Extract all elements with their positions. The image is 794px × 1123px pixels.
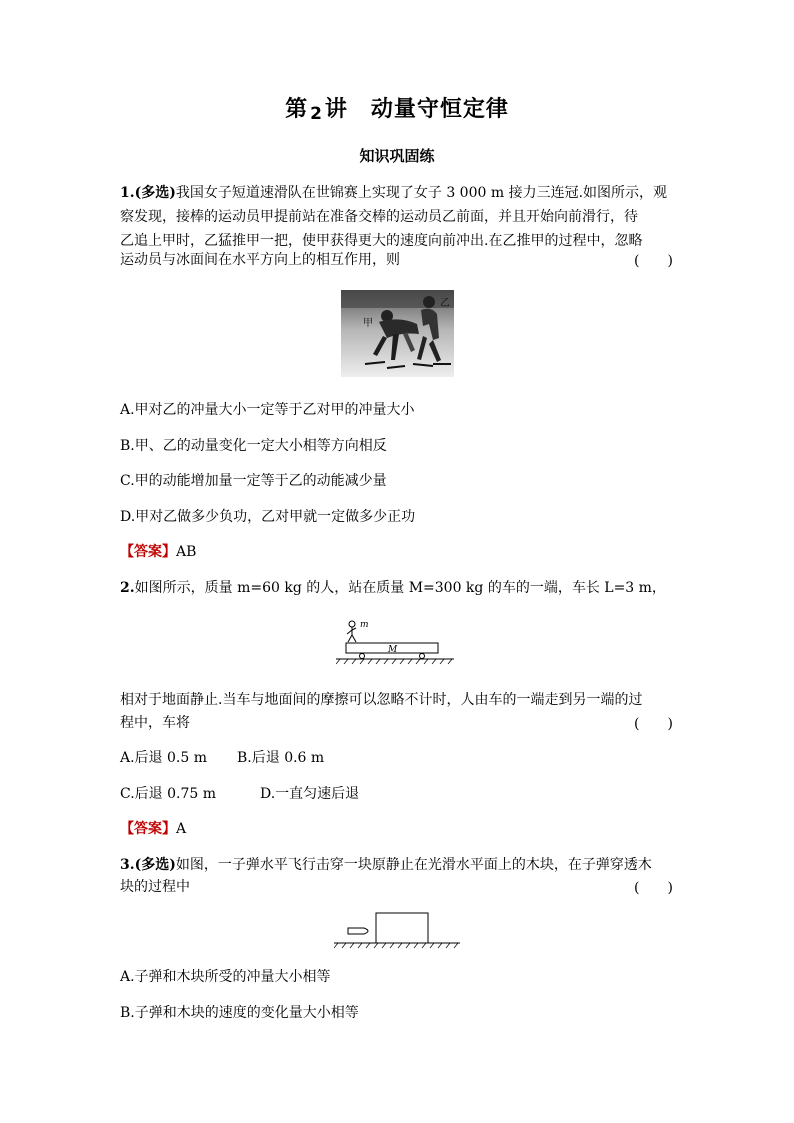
q1-answer-value: AB — [176, 544, 197, 560]
fig-label-M: M — [388, 645, 398, 655]
q2-line-1 — [120, 578, 675, 598]
q2-options-row-2 — [120, 784, 675, 804]
q2-line-3: 程中，车将 — [120, 715, 190, 731]
q1-line-4: 运动员与冰面间在水平方向上的相互作用，则 — [120, 252, 400, 268]
q3-option-a: A.子弹和木块所受的冲量大小相等 — [120, 969, 331, 985]
q2-option-a: A.后退 0.5 m — [120, 750, 208, 766]
q2-answer — [120, 819, 675, 839]
q3-tag: (多选) — [134, 857, 176, 873]
photo-label-yi: 乙 — [440, 298, 450, 309]
q1-number: 1. — [120, 185, 135, 201]
q2-answer-value: A — [176, 821, 187, 837]
fig-label-m: m — [360, 620, 369, 630]
q2-options-row-1 — [120, 748, 675, 768]
q1-option-d: D.甲对乙做多少负功，乙对甲就一定做多少正功 — [120, 509, 416, 525]
q2-answer-label: 【答案】 — [120, 821, 176, 837]
q3-answer-blank: ( ) — [634, 880, 673, 896]
q1-speed-skating-photo — [341, 290, 454, 377]
title-prefix: 第 — [285, 97, 309, 122]
title-text: 讲 动量守恒定律 — [324, 97, 509, 122]
q3-line-2: 块的过程中 — [120, 879, 190, 895]
q1-answer-blank: ( ) — [634, 253, 673, 269]
section-subtitle: 知识巩固练 — [359, 147, 435, 165]
q2-option-c: C.后退 0.75 m — [120, 786, 217, 802]
photo-label-jia: 甲 — [363, 318, 373, 329]
q1-answer-label: 【答案】 — [120, 544, 176, 560]
q2-answer-blank: ( ) — [634, 716, 673, 732]
q1-line-2: 察发现，接棒的运动员甲提前站在准备交棒的运动员乙前面，并且开始向前滑行，待 — [120, 209, 638, 225]
q2-text-1: 如图所示，质量 m=60 kg 的人，站在质量 M=300 kg 的车的一端，车长 L=3 m， — [134, 580, 666, 596]
q3-number: 3. — [120, 857, 135, 873]
q3-line-1 — [120, 855, 675, 875]
q3-option-b: B.子弹和木块的速度的变化量大小相等 — [120, 1005, 359, 1021]
q1-tag: (多选) — [134, 185, 176, 201]
q3-text-1: 如图，一子弹水平飞行击穿一块原静止在光滑水平面上的木块，在子弹穿透木 — [175, 857, 652, 873]
q2-number: 2. — [120, 580, 135, 596]
q1-option-b: B.甲、乙的动量变化一定大小相等方向相反 — [120, 438, 387, 454]
q1-answer — [120, 542, 675, 562]
title-number: 2 — [310, 104, 323, 124]
q2-option-d: D.一直匀速后退 — [260, 786, 360, 802]
q1-line-1 — [120, 183, 675, 203]
q2-person-cart-diagram — [336, 618, 454, 666]
lecture-title — [0, 92, 794, 123]
q1-line-3: 乙追上甲时，乙猛推甲一把，使甲获得更大的速度向前冲出.在乙推甲的过程中，忽略 — [120, 233, 643, 249]
q1-option-c: C.甲的动能增加量一定等于乙的动能减少量 — [120, 473, 387, 489]
q1-text-1: 我国女子短道速滑队在世锦赛上实现了女子 3 000 m 接力三连冠.如图所示，观 — [175, 185, 668, 201]
q1-option-a: A.甲对乙的冲量大小一定等于乙对甲的冲量大小 — [120, 402, 415, 418]
q3-bullet-block-diagram — [334, 908, 460, 950]
q2-line-2: 相对于地面静止.当车与地面间的摩擦可以忽略不计时，人由车的一端走到另一端的过 — [120, 692, 643, 708]
q2-option-b: B.后退 0.6 m — [237, 750, 325, 766]
